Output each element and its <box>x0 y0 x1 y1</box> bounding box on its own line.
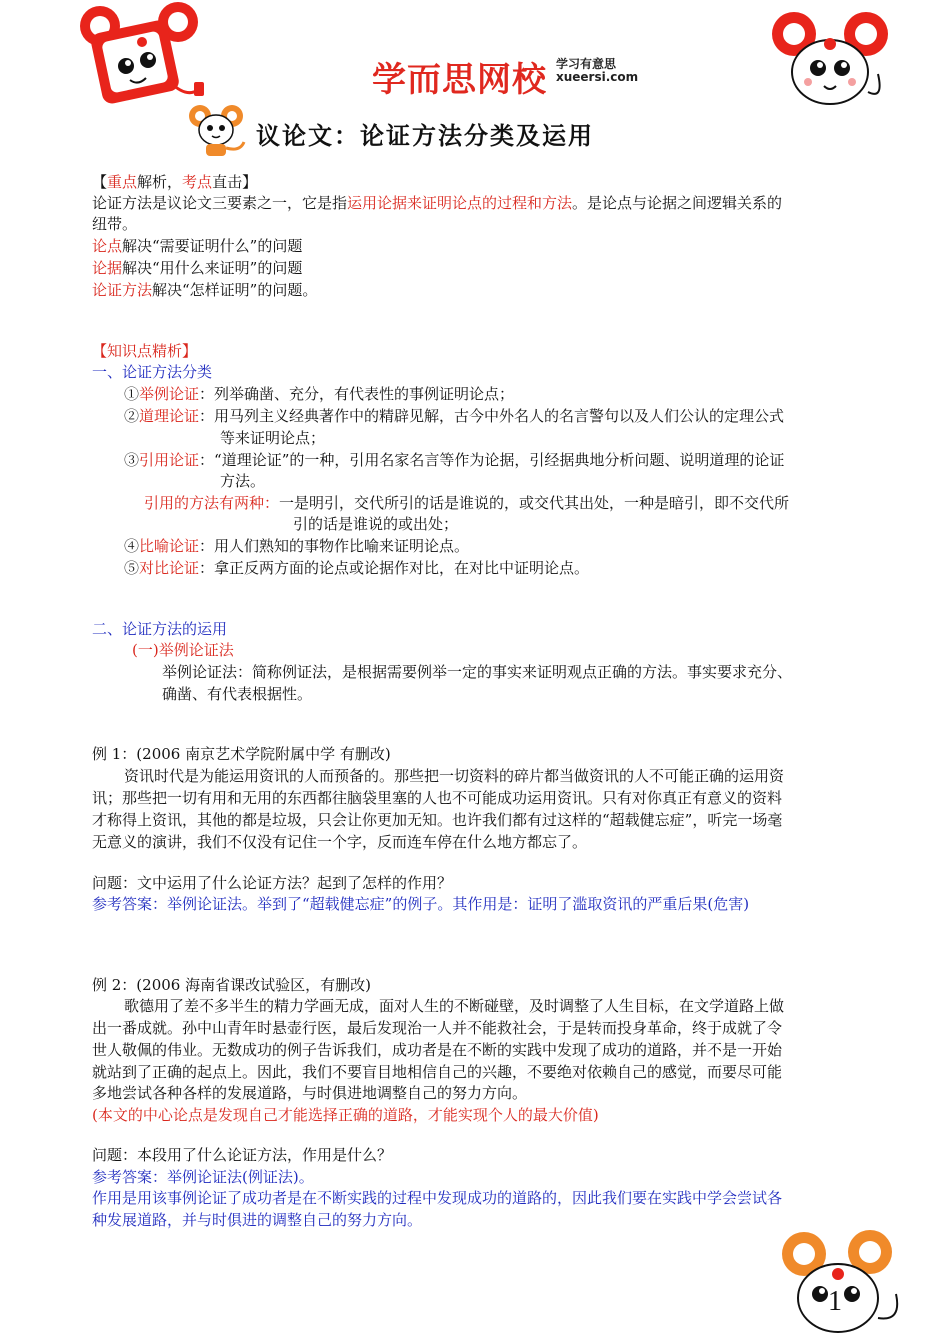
mascot-right-icon <box>772 4 892 114</box>
brand-tagline <box>556 58 638 84</box>
definition-line: 举例论证法：简称例证法，是根据需要例举一定的事实来证明观点正确的方法。事实要求充分、 <box>162 663 793 681</box>
example-text-line: 就站到了正确的起点上。因此，我们不要盲目地相信自己的兴趣，不要绝对依赖自己的感觉，而要尽可能 <box>92 1063 783 1081</box>
example-text-line: 歌德用了差不多半生的精力学画无成，面对人生的不断碰壁，及时调整了人生目标，在文学道路上做 <box>124 997 785 1015</box>
mascot-left-icon <box>78 2 208 114</box>
example-question: 问题：本段用了什么论证方法，作用是什么？ <box>92 1146 393 1164</box>
mascot-title-icon <box>186 102 248 160</box>
example-answer: 作用是用该事例论证了成功者是在不断实践的过程中发现成功的道路的，因此我们要在实践中学会尝试各 <box>92 1189 783 1207</box>
method-item: ④比喻论证：用人们熟知的事物作比喻来证明论点。 <box>124 537 470 555</box>
focus-paragraph-line: 纽带。 <box>92 215 138 233</box>
page-number: 1 <box>828 1286 842 1317</box>
example-text-line: 讯；那些把一切有用和无用的东西都往脑袋里塞的人也不可能成功运用资讯。只有对你真正有意义的资料 <box>92 789 783 807</box>
example-question: 问题：文中运用了什么论证方法？起到了怎样的作用？ <box>92 874 453 892</box>
focus-paragraph-line: 论证方法是议论文三要素之一，它是指运用论据来证明论点的过程和方法。是论点与论据之间逻辑关系的 <box>92 194 783 212</box>
brand-url: xueersi.com <box>556 70 639 84</box>
brand-name: 学而思网校 <box>372 60 547 100</box>
example-thesis: (本文的中心论点是发现自己才能选择正确的道路，才能实现个人的最大价值) <box>92 1106 599 1124</box>
example-text-line: 无意义的演讲，我们不仅没有记住一个字，反而连车停在什么地方都忘了。 <box>92 833 588 851</box>
brand-slogan: 学习有意思 <box>556 57 617 71</box>
page-title: 议论文：论证方法分类及运用 <box>256 122 594 150</box>
method-item: ③引用论证：“道理论证”的一种，引用名家名言等作为论据，引经据典地分析问题、说明道理的论证 <box>124 451 785 469</box>
mascot-footer-icon <box>780 1222 910 1340</box>
example-text-line: 世人敬佩的伟业。无数成功的例子告诉我们，成功者是在不断的实践中发现了成功的道路，并不是一开始 <box>92 1041 783 1059</box>
method-item: ②道理论证：用马列主义经典著作中的精辟见解，古今中外名人的名言警句以及人们公认的定理公式 <box>124 407 785 425</box>
knowledge-heading: 【知识点精析】 <box>92 342 198 360</box>
focus-heading: 【重点解析，考点直击】 <box>92 173 258 191</box>
example-answer: 参考答案：举例论证法。举到了“超载健忘症”的例子。其作用是：证明了滥取资讯的严重后果(危害) <box>92 895 750 913</box>
focus-item: 论点解决“需要证明什么”的问题 <box>92 237 303 255</box>
section-heading: 二、论证方法的运用 <box>92 620 228 638</box>
quote-methods-cont: 引的话是谁说的或出处； <box>293 515 459 533</box>
subsection-heading: (一)举例论证法 <box>132 641 234 659</box>
example-text-line: 才称得上资讯，其他的都是垃圾，只会让你更加无知。也许我们都有过这样的“超载健忘症”，听完一场毫 <box>92 811 783 829</box>
example-answer: 种发展道路，并与时俱进的调整自己的努力方向。 <box>92 1211 423 1229</box>
section-heading: 一、论证方法分类 <box>92 363 213 381</box>
example-text-line: 出一番成就。孙中山青年时悬壶行医，最后发现治一人并不能救社会，于是转而投身革命，终于成就了令 <box>92 1019 783 1037</box>
example-answer: 参考答案：举例论证法(例证法)。 <box>92 1168 314 1186</box>
example-text-line: 多地尝试各种各样的发展道路，与时俱进地调整自己的努力方向。 <box>92 1084 528 1102</box>
focus-item: 论据解决“用什么来证明”的问题 <box>92 259 303 277</box>
example-heading: 例 1：(2006 南京艺术学院附属中学 有删改) <box>92 745 391 763</box>
example-heading: 例 2：(2006 海南省课改试验区，有删改) <box>92 976 371 994</box>
method-item-cont: 方法。 <box>220 472 266 490</box>
method-item: ①举例论证：列举确凿、充分，有代表性的事例证明论点； <box>124 385 515 403</box>
method-item-cont: 等来证明论点； <box>220 429 326 447</box>
brand-logo <box>372 52 547 101</box>
definition-line: 确凿、有代表根据性。 <box>162 685 313 703</box>
example-text-line: 资讯时代是为能运用资讯的人而预备的。那些把一切资料的碎片都当做资讯的人不可能正确的运用资 <box>124 767 785 785</box>
method-item: ⑤对比论证：拿正反两方面的论点或论据作对比，在对比中证明论点。 <box>124 559 590 577</box>
quote-methods: 引用的方法有两种：一是明引，交代所引的话是谁说的，或交代其出处，一种是暗引，即不交代所 <box>144 494 790 512</box>
focus-item: 论证方法解决“怎样证明”的问题。 <box>92 281 318 299</box>
